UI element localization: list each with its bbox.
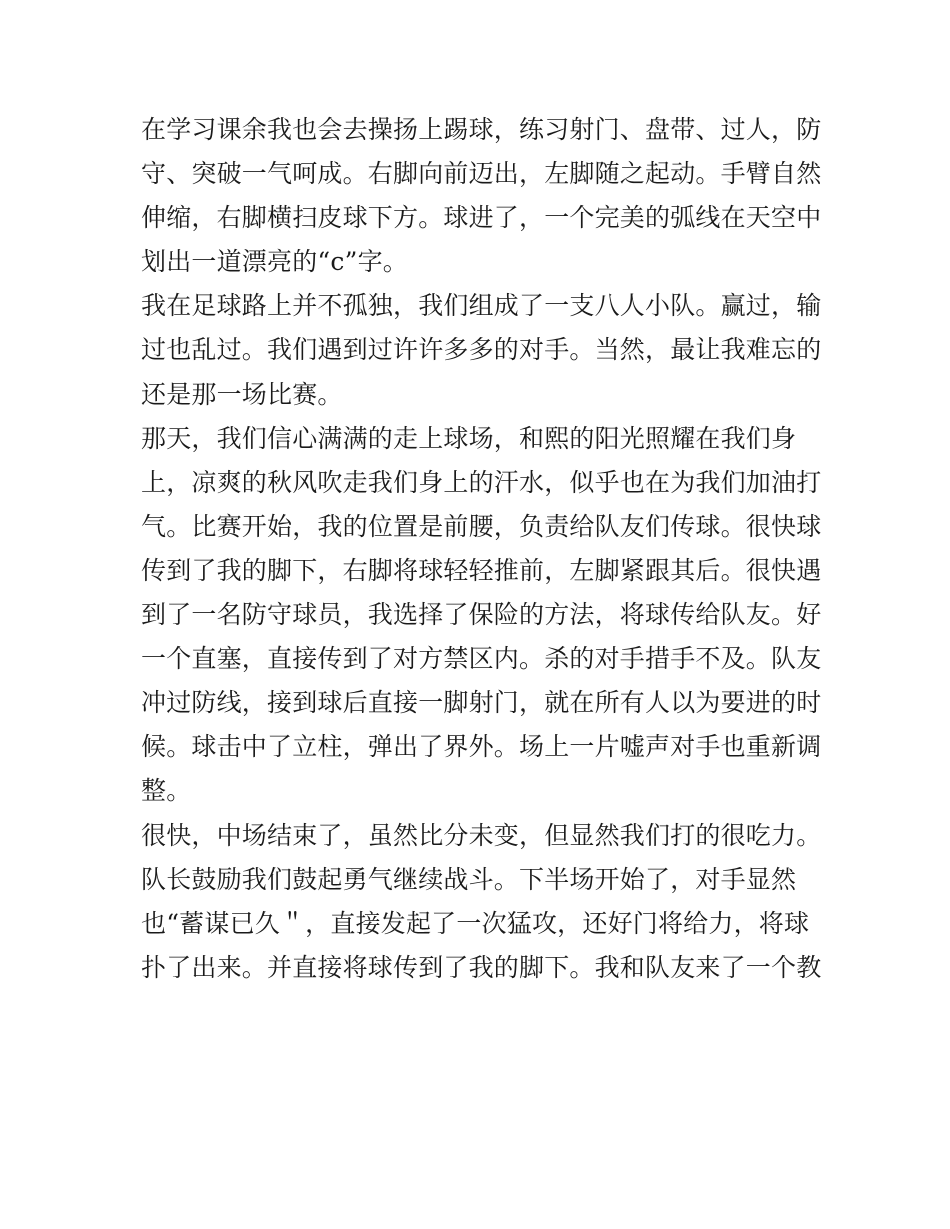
text-line-15: 候。球击中了立柱，弹出了界外。场上一片嘘声对手也重新调	[141, 732, 822, 762]
text-line-4: 划出一道漂亮的“c”字。	[141, 247, 408, 277]
text-line-7: 还是那一场比赛。	[141, 379, 343, 409]
text-line-16: 整。	[141, 776, 192, 806]
document-body	[141, 108, 821, 990]
text-line-8: 那天，我们信心满满的走上球场，和熙的阳光照耀在我们身	[141, 423, 797, 453]
text-line-18: 队长鼓励我们鼓起勇气继续战斗。下半场开始了，对手显然	[141, 864, 797, 894]
text-line-6: 过也乱过。我们遇到过许许多多的对手。当然，最让我难忘的	[141, 335, 822, 365]
text-line-11: 传到了我的脚下，右脚将球轻轻推前，左脚紧跟其后。很快遇	[141, 555, 822, 585]
text-line-3: 伸缩，右脚横扫皮球下方。球进了，一个完美的弧线在天空中	[141, 203, 822, 233]
text-line-1: 在学习课余我也会去操扬上踢球，练习射门、盘带、过人，防	[141, 115, 822, 144]
text-line-13: 一个直塞，直接传到了对方禁区内。杀的对手措手不及。队友	[141, 644, 822, 674]
text-line-17: 很快，中场结束了，虽然比分未变，但显然我们打的很吃力。	[141, 820, 822, 850]
text-line-12: 到了一名防守球员，我选择了保险的方法，将球传给队友。好	[141, 600, 822, 630]
text-line-10: 气。比赛开始，我的位置是前腰，负责给队友们传球。很快球	[141, 511, 822, 541]
text-line-14: 冲过防线，接到球后直接一脚射门，就在所有人以为要进的时	[141, 688, 822, 718]
text-line-5: 我在足球路上并不孤独，我们组成了一支八人小队。赢过，输	[141, 291, 822, 321]
text-line-2: 守、突破一气呵成。右脚向前迈出，左脚随之起动。手臂自然	[141, 159, 822, 189]
text-line-9: 上，凉爽的秋风吹走我们身上的汗水，似乎也在为我们加油打	[141, 467, 822, 497]
text-line-20: 扑了出来。并直接将球传到了我的脚下。我和队友来了一个教	[141, 952, 822, 982]
text-line-19: 也“蓄谋已久＂，直接发起了一次猛攻，还好门将给力，将球	[141, 908, 810, 938]
